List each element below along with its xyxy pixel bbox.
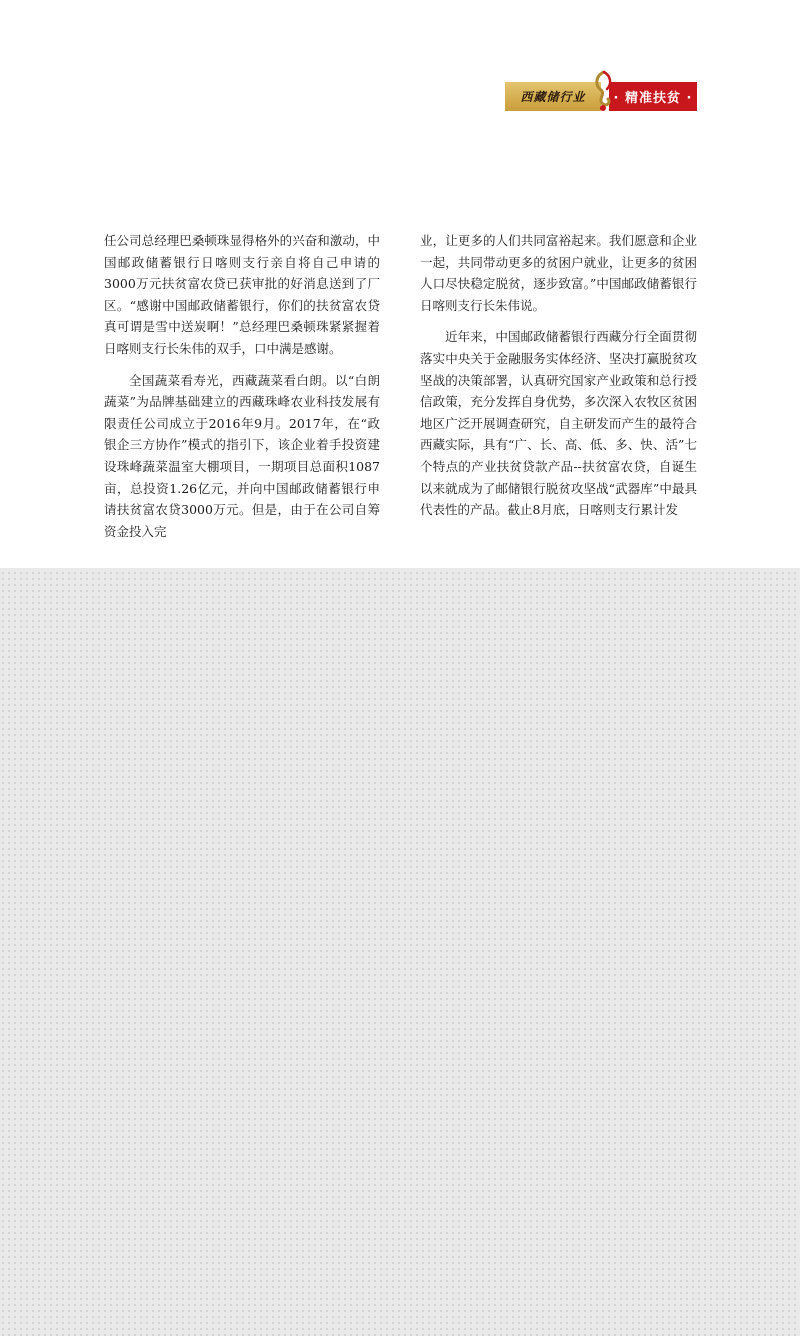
brand-text: 西藏储行业 — [520, 90, 586, 104]
section-banner — [505, 82, 697, 111]
ribbon-emblem-icon — [591, 70, 617, 114]
section-title: · 精准扶贫 · — [613, 91, 693, 106]
right-paragraph-2: 近年来，中国邮政储蓄银行西藏分行全面贯彻落实中央关于金融服务实体经济、坚决打赢脱贫攻坚战的决策部署，认真研究国家产业政策和总行授信政策，充分发挥自身优势，多次深入农牧区贫困地区广泛开展调查研究，自主研发而产生的最符合西藏实际，具有“广、长、高、低、多、快、活”七个特点的产业扶贫贷款产品--扶贫富农贷，自诞生以来就成为了邮储银行脱贫攻坚战“武器库”中最具代表性的产品。截止8月底，日喀则支行累计发 — [420, 329, 697, 518]
left-paragraph-1: 任公司总经理巴桑顿珠显得格外的兴奋和激动，中国邮政储蓄银行日喀则支行亲自将自己申请的3000万元扶贫富农贷已获审批的好消息送到了厂区。“感谢中国邮政储蓄银行，你们的扶贫富农贷真可谓是雪中送炭啊！”总经理巴桑顿珠紧紧握着日喀则支行长朱伟的双手，口中满是感谢。 — [104, 233, 380, 356]
right-paragraph-1: 业，让更多的人们共同富裕起来。我们愿意和企业一起，共同带动更多的贫困户就业，让更多的贫困人口尽快稳定脱贫，逐步致富。”中国邮政储蓄银行日喀则支行长朱伟说。 — [420, 233, 697, 313]
document-page — [0, 0, 800, 568]
article-right-column — [420, 230, 697, 531]
section-title-label — [609, 82, 697, 111]
brand-label — [505, 82, 601, 111]
left-paragraph-2: 全国蔬菜看寿光，西藏蔬菜看白朗。以“白朗蔬菜”为品牌基础建立的西藏珠峰农业科技发展有限责任公司成立于2016年9月。2017年，在“政银企三方协作”模式的指引下，该企业着手投资建设珠峰蔬菜温室大棚项目，一期项目总面积1087亩，总投资1.26亿元，并向中国邮政储蓄银行申请扶贫富农贷3000万元。但是，由于在公司自筹资金投入完 — [104, 372, 380, 539]
article-left-column — [104, 230, 380, 552]
